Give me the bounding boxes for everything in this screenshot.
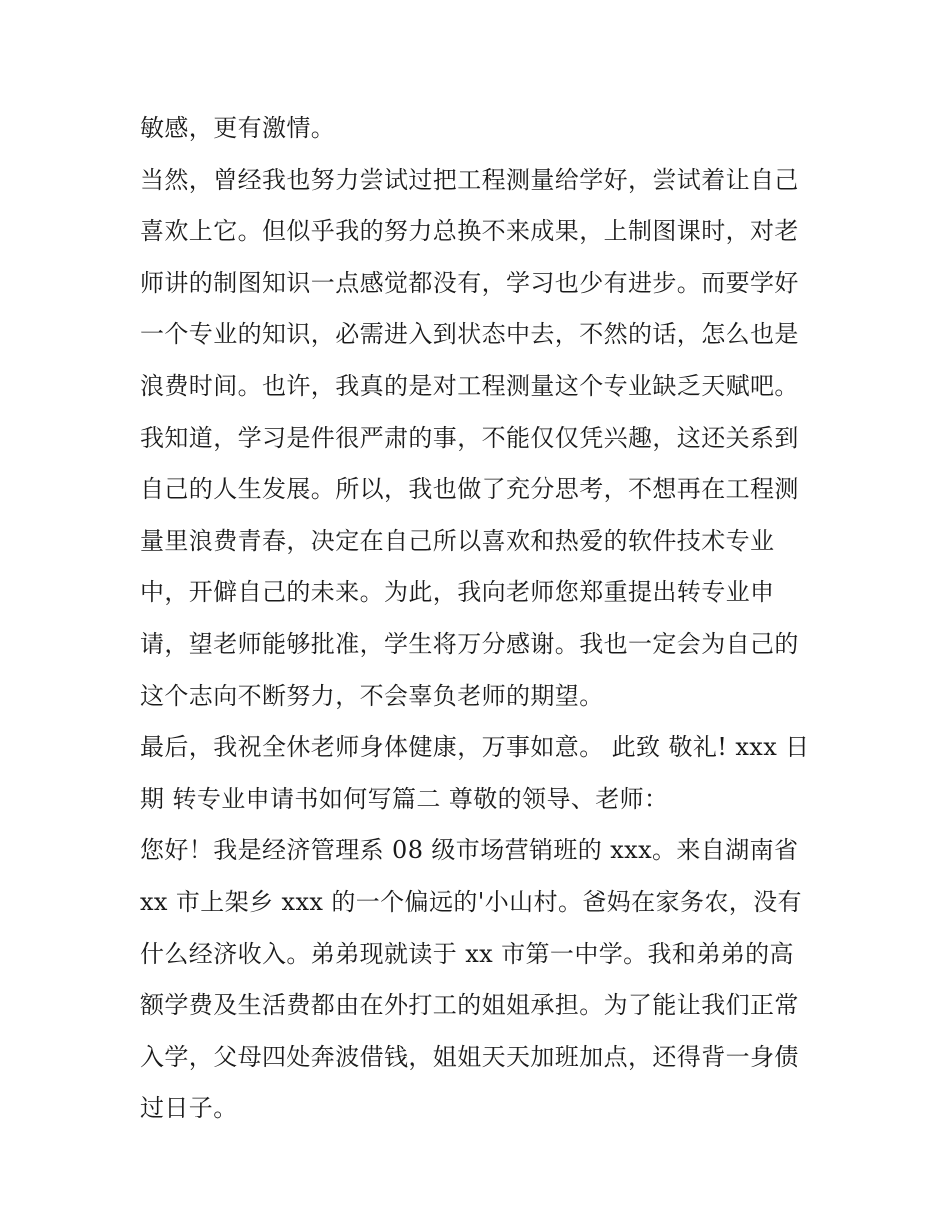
text-line: 最后，我祝全休老师身体健康，万事如意。 此致 敬礼! xxx 日 — [140, 733, 810, 762]
text-line: 什么经济收入。弟弟现就读于 xx 市第一中学。我和弟弟的高 — [140, 939, 794, 968]
text-line: 浪费时间。也许，我真的是对工程测量这个专业缺乏天赋吧。 — [140, 371, 799, 400]
text-line: 入学，父母四处奔波借钱，姐姐天天加班加点，还得背一身债 — [140, 1042, 799, 1071]
text-line: 这个志向不断努力，不会辜负老师的期望。 — [140, 681, 604, 710]
text-line: 敏感，更有激情。 — [140, 114, 336, 142]
text-line: 期 转专业申请书如何写篇二 尊敬的领导、老师： — [140, 784, 669, 813]
text-line: 当然，曾经我也努力尝试过把工程测量给学好，尝试着让自己 — [140, 165, 799, 194]
text-line: xx 市上架乡 xxx 的一个偏远的'小山村。爸妈在家务农，没有 — [140, 887, 802, 916]
text-line: 自己的人生发展。所以，我也做了充分思考，不想再在工程测 — [140, 475, 799, 504]
text-line: 中，开僻自己的未来。为此，我向老师您郑重提出转专业申 — [140, 578, 775, 607]
text-line: 请，望老师能够批准，学生将万分感谢。我也一定会为自己的 — [140, 629, 799, 658]
text-line: 师讲的制图知识一点感觉都没有，学习也少有进步。而要学好 — [140, 268, 799, 297]
text-line: 喜欢上它。但似乎我的努力总换不来成果，上制图课时，对老 — [140, 217, 799, 246]
text-line: 一个专业的知识，必需进入到状态中去，不然的话，怎么也是 — [140, 320, 799, 349]
text-line: 我知道，学习是件很严肃的事，不能仅仅凭兴趣，这还关系到 — [140, 423, 799, 452]
text-line: 过日子。 — [140, 1094, 238, 1123]
text-line: 量里浪费青春，决定在自己所以喜欢和热爱的软件技术专业 — [140, 526, 775, 555]
text-line: 额学费及生活费都由在外打工的姐姐承担。为了能让我们正常 — [140, 991, 799, 1020]
document-body — [140, 103, 820, 1135]
text-line: 您好！我是经济管理系 08 级市场营销班的 xxx。来自湖南省 — [140, 836, 799, 865]
